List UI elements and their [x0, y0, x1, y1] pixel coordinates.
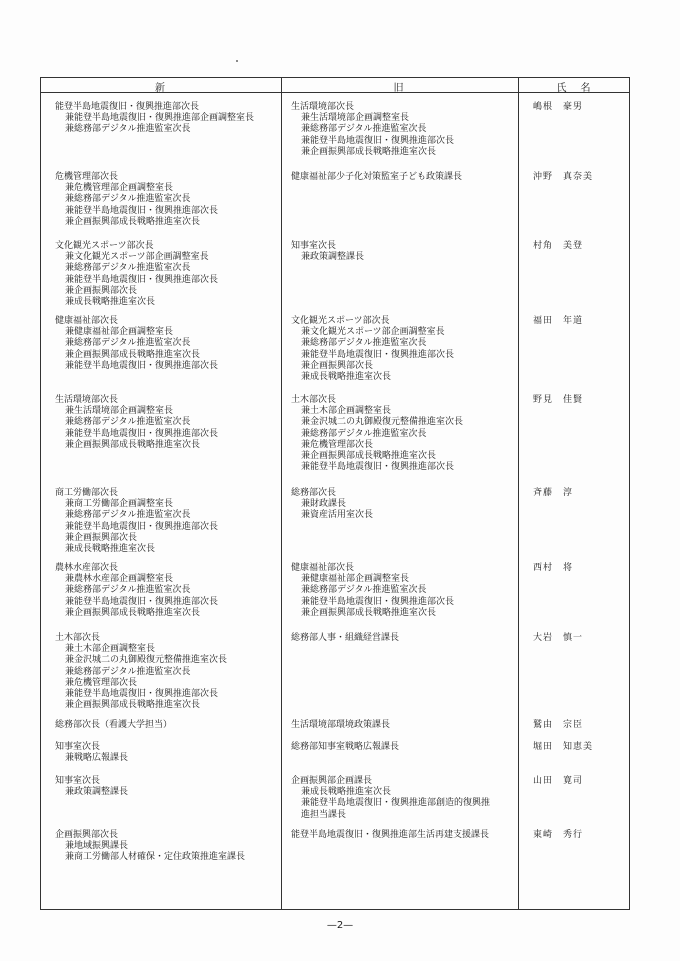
position-title: 土木部次長: [291, 395, 337, 405]
position-title: 能登半島地震復旧・復興推進部次長: [55, 102, 200, 112]
concurrent-position: 兼商工労働部企画調整室長: [65, 499, 174, 510]
concurrent-position: 兼総務部デジタル推進監室次長: [301, 585, 427, 596]
new-position-cell: [55, 830, 245, 864]
position-title: 危機管理部次長: [55, 172, 119, 182]
concurrent-position: 兼成長戦略推進室次長: [65, 544, 156, 555]
position-title: 知事室次長: [55, 776, 101, 786]
new-position-cell: [55, 720, 172, 731]
concurrent-position: 兼総務部デジタル推進監室次長: [301, 124, 427, 135]
new-position-cell: [55, 563, 218, 619]
concurrent-position: 兼能登半島地震復旧・復興推進部次長: [65, 360, 219, 371]
person-name: 鷲由 宗臣: [533, 720, 584, 730]
concurrent-position: 兼総務部デジタル推進監室次長: [301, 338, 427, 349]
concurrent-position: 兼成長戦略推進室次長: [65, 297, 156, 308]
position-title: 農林水産部次長: [55, 563, 119, 573]
concurrent-position: 兼政策調整課長: [65, 787, 129, 798]
concurrent-position: 兼企画振興部次長: [65, 532, 138, 543]
old-position-cell: [291, 172, 462, 183]
concurrent-position: 兼総務部デジタル推進監室次長: [65, 585, 191, 596]
position-title: 文化観光スポーツ部次長: [55, 241, 154, 251]
concurrent-position: 兼能登半島地震復旧・復興推進部企画調整室長: [65, 113, 255, 124]
concurrent-position: 兼能登半島地震復旧・復興推進部次長: [65, 689, 219, 700]
position-title: 生活環境部次長: [291, 102, 355, 112]
old-position-cell: [291, 316, 454, 383]
position-title: 文化観光スポーツ部次長: [291, 316, 390, 326]
person-name: 野見 佳賢: [533, 395, 584, 405]
person-name: 嶋根 豪男: [533, 102, 584, 112]
position-title: 能登半島地震復旧・復興推進部生活再建支援課長: [291, 830, 490, 840]
concurrent-position: 兼文化観光スポーツ部企画調整室長: [65, 252, 209, 263]
new-position-cell: [55, 742, 128, 764]
person-name: 村角 美登: [533, 241, 584, 251]
new-position-cell: [55, 172, 218, 228]
concurrent-position: 兼能登半島地震復旧・復興推進部創造的復興推: [301, 798, 491, 809]
concurrent-position: 兼商工労働部人材確保・定住政策推進室課長: [65, 852, 246, 863]
concurrent-position: 兼総務部デジタル推進監室次長: [65, 666, 191, 677]
page-number: —2—: [326, 920, 354, 931]
position-title: 健康福祉部少子化対策監室子ども政策課長: [291, 172, 463, 182]
old-position-cell: [291, 830, 489, 841]
position-title: 土木部次長: [55, 633, 101, 643]
old-position-cell: [291, 563, 454, 619]
concurrent-position: 兼企画振興部成長戦略推進室次長: [65, 607, 201, 618]
concurrent-position: 進担当課長: [301, 809, 347, 820]
person-name: 沖野 真奈美: [533, 172, 594, 182]
concurrent-position: 兼総務部デジタル推進監室次長: [65, 194, 191, 205]
new-position-cell: [55, 776, 128, 798]
position-title: 知事室次長: [291, 241, 337, 251]
concurrent-position: 兼文化観光スポーツ部企画調整室長: [301, 327, 445, 338]
concurrent-position: 兼企画振興部次長: [301, 360, 374, 371]
old-position-cell: [291, 395, 463, 473]
concurrent-position: 兼総務部デジタル推進監室次長: [301, 428, 427, 439]
concurrent-position: 兼能登半島地震復旧・復興推進部次長: [301, 349, 455, 360]
person-name: 東崎 秀行: [533, 830, 584, 840]
column-divider-old-name: [518, 78, 519, 909]
old-position-cell: [291, 742, 399, 753]
header-old: 旧: [393, 83, 406, 94]
concurrent-position: 兼能登半島地震復旧・復興推進部次長: [301, 135, 455, 146]
old-position-cell: [291, 720, 390, 731]
position-title: 生活環境部次長: [55, 395, 119, 405]
concurrent-position: 兼能登半島地震復旧・復興推進部次長: [301, 462, 455, 473]
column-divider-new-old: [281, 78, 282, 909]
concurrent-position: 兼企画振興部成長戦略推進室次長: [65, 439, 201, 450]
concurrent-position: 兼資産活用室次長: [301, 510, 374, 521]
concurrent-position: 兼生活環境部企画調整室長: [65, 406, 174, 417]
position-title: 健康福祉部次長: [55, 316, 119, 326]
scan-speck: [236, 60, 238, 62]
old-position-cell: [291, 776, 490, 821]
person-name: 西村 将: [533, 563, 574, 573]
position-title: 総務部知事室戦略広報課長: [291, 742, 400, 752]
personnel-table: [40, 77, 630, 910]
concurrent-position: 兼総務部デジタル推進監室次長: [65, 263, 191, 274]
concurrent-position: 兼危機管理部次長: [301, 439, 374, 450]
new-position-cell: [55, 316, 218, 372]
concurrent-position: 兼農林水産部企画調整室長: [65, 574, 174, 585]
person-name: 福田 年道: [533, 316, 584, 326]
concurrent-position: 兼総務部デジタル推進監室次長: [65, 124, 191, 135]
concurrent-position: 兼能登半島地震復旧・復興推進部次長: [65, 521, 219, 532]
concurrent-position: 兼企画振興部成長戦略推進室次長: [65, 349, 201, 360]
position-title: 総務部人事・組織経営課長: [291, 633, 400, 643]
position-title: 生活環境部環境政策課長: [291, 720, 391, 730]
concurrent-position: 兼金沢城二の丸御殿復元整備推進室次長: [65, 655, 228, 666]
concurrent-position: 兼危機管理部次長: [65, 677, 138, 688]
new-position-cell: [55, 488, 218, 555]
concurrent-position: 兼成長戦略推進室次長: [301, 787, 392, 798]
old-position-cell: [291, 633, 399, 644]
position-title: 総務部次長（看護大学担当）: [55, 720, 173, 730]
concurrent-position: 兼能登半島地震復旧・復興推進部次長: [65, 205, 219, 216]
concurrent-position: 兼地域振興課長: [65, 841, 129, 852]
header-new: 新: [155, 83, 167, 94]
concurrent-position: 兼健康福祉部企画調整室長: [65, 327, 174, 338]
old-position-cell: [291, 102, 454, 158]
concurrent-position: 兼能登半島地震復旧・復興推進部次長: [65, 428, 219, 439]
concurrent-position: 兼企画振興部成長戦略推進室次長: [301, 607, 437, 618]
concurrent-position: 兼財政課長: [301, 499, 347, 510]
new-position-cell: [55, 241, 218, 308]
person-name: 山田 寛司: [533, 776, 584, 786]
old-position-cell: [291, 488, 373, 522]
old-position-cell: [291, 241, 364, 263]
position-title: 健康福祉部次長: [291, 563, 355, 573]
concurrent-position: 兼成長戦略推進室次長: [301, 372, 392, 383]
person-name: 堀田 知恵美: [533, 742, 594, 752]
new-position-cell: [55, 633, 227, 711]
person-name: 斉藤 淳: [533, 488, 574, 498]
concurrent-position: 兼金沢城二の丸御殿復元整備推進室次長: [301, 417, 464, 428]
position-title: 企画振興部次長: [55, 830, 119, 840]
new-position-cell: [55, 102, 254, 136]
new-position-cell: [55, 395, 218, 451]
concurrent-position: 兼能登半島地震復旧・復興推進部次長: [65, 596, 219, 607]
position-title: 総務部次長: [291, 488, 337, 498]
concurrent-position: 兼健康福祉部企画調整室長: [301, 574, 410, 585]
concurrent-position: 兼政策調整課長: [301, 252, 365, 263]
concurrent-position: 兼総務部デジタル推進監室次長: [65, 510, 191, 521]
concurrent-position: 兼能登半島地震復旧・復興推進部次長: [301, 596, 455, 607]
concurrent-position: 兼生活環境部企画調整室長: [301, 113, 410, 124]
concurrent-position: 兼企画振興部次長: [65, 285, 138, 296]
person-name: 大岩 慎一: [533, 633, 584, 643]
header-name: 氏 名: [556, 83, 593, 94]
position-title: 商工労働部次長: [55, 488, 119, 498]
position-title: 知事室次長: [55, 742, 101, 752]
concurrent-position: 兼総務部デジタル推進監室次長: [65, 338, 191, 349]
concurrent-position: 兼能登半島地震復旧・復興推進部次長: [65, 274, 219, 285]
concurrent-position: 兼企画振興部成長戦略推進室次長: [65, 700, 201, 711]
concurrent-position: 兼総務部デジタル推進監室次長: [65, 417, 191, 428]
concurrent-position: 兼企画振興部成長戦略推進室次長: [301, 146, 437, 157]
concurrent-position: 兼企画振興部成長戦略推進室次長: [301, 451, 437, 462]
concurrent-position: 兼危機管理部企画調整室長: [65, 183, 174, 194]
concurrent-position: 兼戦略広報課長: [65, 753, 129, 764]
concurrent-position: 兼土木部企画調整室長: [301, 406, 392, 417]
concurrent-position: 兼土木部企画調整室長: [65, 644, 156, 655]
position-title: 企画振興部企画課長: [291, 776, 373, 786]
concurrent-position: 兼企画振興部成長戦略推進室次長: [65, 216, 201, 227]
